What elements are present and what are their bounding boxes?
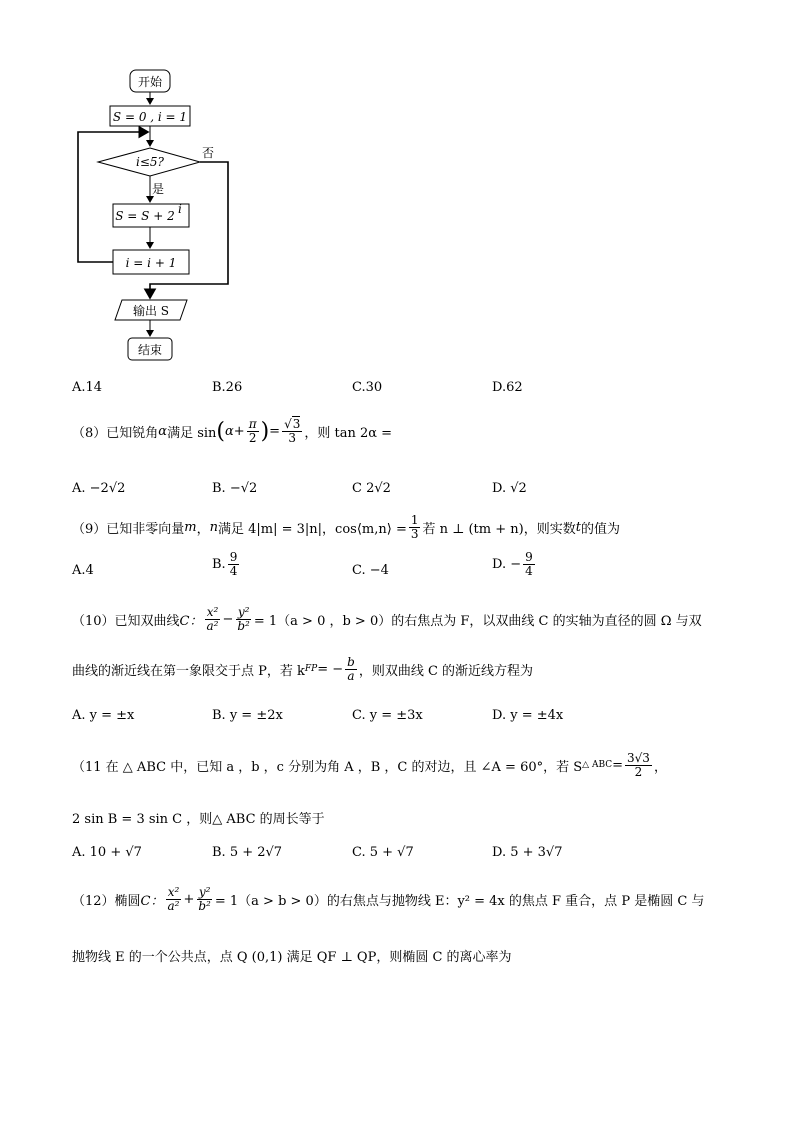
q11-option-d: D. 5 + 3√7: [492, 845, 563, 860]
q11-option-b: B. 5 + 2√7: [212, 845, 283, 860]
q7-option-c: C.30: [352, 380, 383, 395]
q9-option-d: D. − $\frac{9}{4}$: [492, 550, 533, 578]
q11-line1: （11 在 △ ABC 中，已知 a ，b ，c 分别为角 A ，B ，C 的对边，且 ∠A = 60°，若 S △ ABC = $\frac{3√3}{2}$ ，: [72, 751, 667, 779]
q7-option-d: D.62: [492, 380, 523, 395]
q8-option-c: C 2√2: [352, 481, 391, 496]
start-label: 开始: [137, 75, 163, 89]
q11-line2: 2 sin B = 3 sin C ，则△ ABC 的周长等于: [72, 812, 325, 827]
q9-question: （9）已知非零向量 m ， n 满足 4|m| = 3|n|，cos⟨m,n⟩ = $\frac{1}{3}$ 若 n ⊥ (tm + n)，则实数 t 的值为: [72, 513, 620, 541]
q8-option-d: D. √2: [492, 481, 527, 496]
q10-option-b: B. y = ±2x: [212, 708, 283, 723]
condition-label: i≤5?: [136, 155, 164, 169]
q10-option-a: A. y = ±x: [72, 708, 135, 723]
q12-line1: （12）椭圆 C： $\frac{\text{x²}}{\text{a²}}$ + $\frac{\text{y²}}{\text{b²}}$ = 1（a > b > 0）的右焦点与抛物线 E：y² = 4x 的焦点 F 重合，点 P 是椭圆 C 与: [72, 885, 705, 913]
q9-option-b: B. $\frac{9}{4}$: [212, 550, 238, 578]
q11-option-a: A. 10 + √7: [72, 845, 142, 860]
flowchart: [70, 62, 250, 367]
q8-option-a: A. −2√2: [72, 481, 126, 496]
q9-option-c: C. −4: [352, 563, 389, 578]
q11-option-c: C. 5 + √7: [352, 845, 414, 860]
q8-question: （8）已知锐角 α 满足 sin ( α + $\frac{\pi}{2}$ ) = $\frac{√3}{3}$ ，则 tan 2α =: [72, 417, 393, 445]
q10-option-c: C. y = ±3x: [352, 708, 423, 723]
output-label: 输出 S: [132, 304, 170, 318]
no-label: 否: [202, 146, 215, 160]
q10-line1: （10）已知双曲线 C： $\frac{\text{x²}}{\text{a²}}$ − $\frac{\text{y²}}{\text{b²}}$ = 1（a > 0 ，b > 0）的右焦点为 F，以双曲线 C 的实轴为直径的圆 Ω 与双: [72, 605, 702, 633]
q10-line2: 曲线的渐近线在第一象限交于点 P，若 k FP = − $\frac{b}{a}$ ，则双曲线 C 的渐近线方程为: [72, 655, 534, 683]
update-s-label: S = S + 2: [115, 209, 175, 223]
q7-option-a: A.14: [72, 380, 103, 395]
end-label: 结束: [137, 343, 163, 357]
q7-option-b: B.26: [212, 380, 243, 395]
yes-label: 是: [152, 182, 165, 196]
q8-option-b: B. −√2: [212, 481, 258, 496]
init-label: S = 0 , i = 1: [112, 110, 188, 124]
update-s-exponent: i: [178, 202, 182, 216]
q10-option-d: D. y = ±4x: [492, 708, 564, 723]
q9-option-a: A.4: [72, 563, 94, 578]
increment-label: i = i + 1: [125, 256, 177, 270]
q12-line2: 抛物线 E 的一个公共点，点 Q (0,1) 满足 QF ⊥ QP，则椭圆 C 的离心率为: [72, 950, 512, 965]
